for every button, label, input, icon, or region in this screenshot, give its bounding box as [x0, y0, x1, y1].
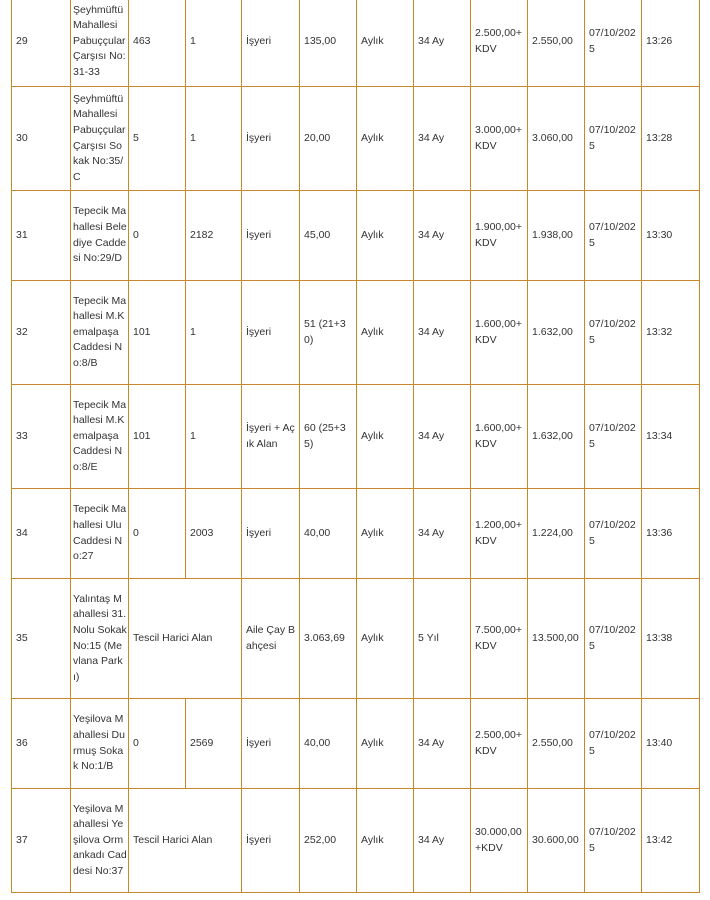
property-type-cell: İşyeri — [242, 489, 300, 579]
date-cell: 07/10/2025 — [585, 489, 642, 579]
table-row — [12, 281, 700, 385]
area-cell: 40,00 — [300, 489, 357, 579]
address-cell: Şeyhmüftü Mahallesi Pabuççular Çarşısı No:31-33 — [71, 0, 129, 87]
row-number: 35 — [12, 579, 71, 699]
address-cell: Tepecik Mahallesi Ulu Caddesi No:27 — [71, 489, 129, 579]
time-cell: 13:26 — [642, 0, 700, 87]
time-cell: 13:34 — [642, 385, 700, 489]
address-cell: Yalıntaş Mahallesi 31. Nolu Sokak No:15 (Mevlana Parkı) — [71, 579, 129, 699]
ada-cell: 101 — [129, 281, 186, 385]
deposit-cell: 1.938,00 — [528, 191, 585, 281]
address-cell: Tepecik Mahallesi M.Kemalpaşa Caddesi No:8/B — [71, 281, 129, 385]
ada-cell: 0 — [129, 191, 186, 281]
parsel-cell: 1 — [186, 87, 242, 191]
time-cell: 13:28 — [642, 87, 700, 191]
payment-period-cell: Aylık — [357, 789, 414, 893]
table-row — [12, 579, 700, 699]
table-row — [12, 87, 700, 191]
property-type-cell: İşyeri — [242, 191, 300, 281]
row-number: 33 — [12, 385, 71, 489]
row-number: 36 — [12, 699, 71, 789]
ada-cell: 5 — [129, 87, 186, 191]
address-cell: Tepecik Mahallesi M.Kemalpaşa Caddesi No:8/E — [71, 385, 129, 489]
deposit-cell: 30.600,00 — [528, 789, 585, 893]
table-row — [12, 699, 700, 789]
tender-list-table-container — [11, 0, 700, 893]
parsel-cell: 2569 — [186, 699, 242, 789]
price-cell: 2.500,00+ KDV — [471, 0, 528, 87]
property-type-cell: İşyeri — [242, 0, 300, 87]
parsel-cell: 1 — [186, 281, 242, 385]
lease-duration-cell: 34 Ay — [414, 0, 471, 87]
lease-duration-cell: 34 Ay — [414, 87, 471, 191]
ada-cell: 101 — [129, 385, 186, 489]
property-type-cell: İşyeri — [242, 699, 300, 789]
lease-duration-cell: 34 Ay — [414, 489, 471, 579]
price-cell: 1.600,00+ KDV — [471, 281, 528, 385]
table-row — [12, 385, 700, 489]
payment-period-cell: Aylık — [357, 385, 414, 489]
date-cell: 07/10/2025 — [585, 385, 642, 489]
property-type-cell: İşyeri — [242, 87, 300, 191]
area-cell: 20,00 — [300, 87, 357, 191]
address-cell: Şeyhmüftü Mahallesi Pabuççular Çarşısı Sokak No:35/C — [71, 87, 129, 191]
parcel-note-cell: Tescil Harici Alan — [129, 789, 242, 893]
row-number: 34 — [12, 489, 71, 579]
table-row — [12, 489, 700, 579]
deposit-cell: 1.224,00 — [528, 489, 585, 579]
deposit-cell: 1.632,00 — [528, 281, 585, 385]
area-cell: 60 (25+35) — [300, 385, 357, 489]
date-cell: 07/10/2025 — [585, 281, 642, 385]
area-cell: 135,00 — [300, 0, 357, 87]
payment-period-cell: Aylık — [357, 0, 414, 87]
date-cell: 07/10/2025 — [585, 789, 642, 893]
area-cell: 40,00 — [300, 699, 357, 789]
time-cell: 13:42 — [642, 789, 700, 893]
deposit-cell: 13.500,00 — [528, 579, 585, 699]
area-cell: 51 (21+30) — [300, 281, 357, 385]
parsel-cell: 1 — [186, 0, 242, 87]
parsel-cell: 2003 — [186, 489, 242, 579]
lease-duration-cell: 34 Ay — [414, 789, 471, 893]
parcel-note-cell: Tescil Harici Alan — [129, 579, 242, 699]
deposit-cell: 3.060,00 — [528, 87, 585, 191]
payment-period-cell: Aylık — [357, 489, 414, 579]
deposit-cell: 2.550,00 — [528, 0, 585, 87]
time-cell: 13:30 — [642, 191, 700, 281]
date-cell: 07/10/2025 — [585, 579, 642, 699]
property-type-cell: İşyeri — [242, 789, 300, 893]
time-cell: 13:36 — [642, 489, 700, 579]
parsel-cell: 1 — [186, 385, 242, 489]
property-type-cell: Aile Çay Bahçesi — [242, 579, 300, 699]
price-cell: 1.200,00+ KDV — [471, 489, 528, 579]
date-cell: 07/10/2025 — [585, 0, 642, 87]
row-number: 32 — [12, 281, 71, 385]
address-cell: Yeşilova Mahallesi Durmuş Sokak No:1/B — [71, 699, 129, 789]
deposit-cell: 1.632,00 — [528, 385, 585, 489]
table-row — [12, 0, 700, 87]
time-cell: 13:40 — [642, 699, 700, 789]
area-cell: 3.063,69 — [300, 579, 357, 699]
row-number: 30 — [12, 87, 71, 191]
payment-period-cell: Aylık — [357, 191, 414, 281]
date-cell: 07/10/2025 — [585, 87, 642, 191]
parsel-cell: 2182 — [186, 191, 242, 281]
date-cell: 07/10/2025 — [585, 699, 642, 789]
row-number: 29 — [12, 0, 71, 87]
address-cell: Yeşilova Mahallesi Yeşilova Ormankadı Caddesi No:37 — [71, 789, 129, 893]
price-cell: 1.900,00+ KDV — [471, 191, 528, 281]
lease-duration-cell: 34 Ay — [414, 385, 471, 489]
price-cell: 1.600,00+ KDV — [471, 385, 528, 489]
price-cell: 3.000,00+ KDV — [471, 87, 528, 191]
lease-duration-cell: 34 Ay — [414, 191, 471, 281]
area-cell: 252,00 — [300, 789, 357, 893]
property-type-cell: İşyeri — [242, 281, 300, 385]
area-cell: 45,00 — [300, 191, 357, 281]
deposit-cell: 2.550,00 — [528, 699, 585, 789]
payment-period-cell: Aylık — [357, 87, 414, 191]
address-cell: Tepecik Mahallesi Belediye Caddesi No:29/D — [71, 191, 129, 281]
time-cell: 13:38 — [642, 579, 700, 699]
row-number: 31 — [12, 191, 71, 281]
price-cell: 2.500,00+ KDV — [471, 699, 528, 789]
row-number: 37 — [12, 789, 71, 893]
table-row — [12, 191, 700, 281]
lease-duration-cell: 5 Yıl — [414, 579, 471, 699]
ada-cell: 463 — [129, 0, 186, 87]
table-row — [12, 789, 700, 893]
price-cell: 7.500,00+ KDV — [471, 579, 528, 699]
tender-list-table — [11, 0, 700, 893]
payment-period-cell: Aylık — [357, 699, 414, 789]
price-cell: 30.000,00 +KDV — [471, 789, 528, 893]
ada-cell: 0 — [129, 489, 186, 579]
lease-duration-cell: 34 Ay — [414, 281, 471, 385]
lease-duration-cell: 34 Ay — [414, 699, 471, 789]
date-cell: 07/10/2025 — [585, 191, 642, 281]
payment-period-cell: Aylık — [357, 579, 414, 699]
time-cell: 13:32 — [642, 281, 700, 385]
payment-period-cell: Aylık — [357, 281, 414, 385]
property-type-cell: İşyeri + Açık Alan — [242, 385, 300, 489]
ada-cell: 0 — [129, 699, 186, 789]
